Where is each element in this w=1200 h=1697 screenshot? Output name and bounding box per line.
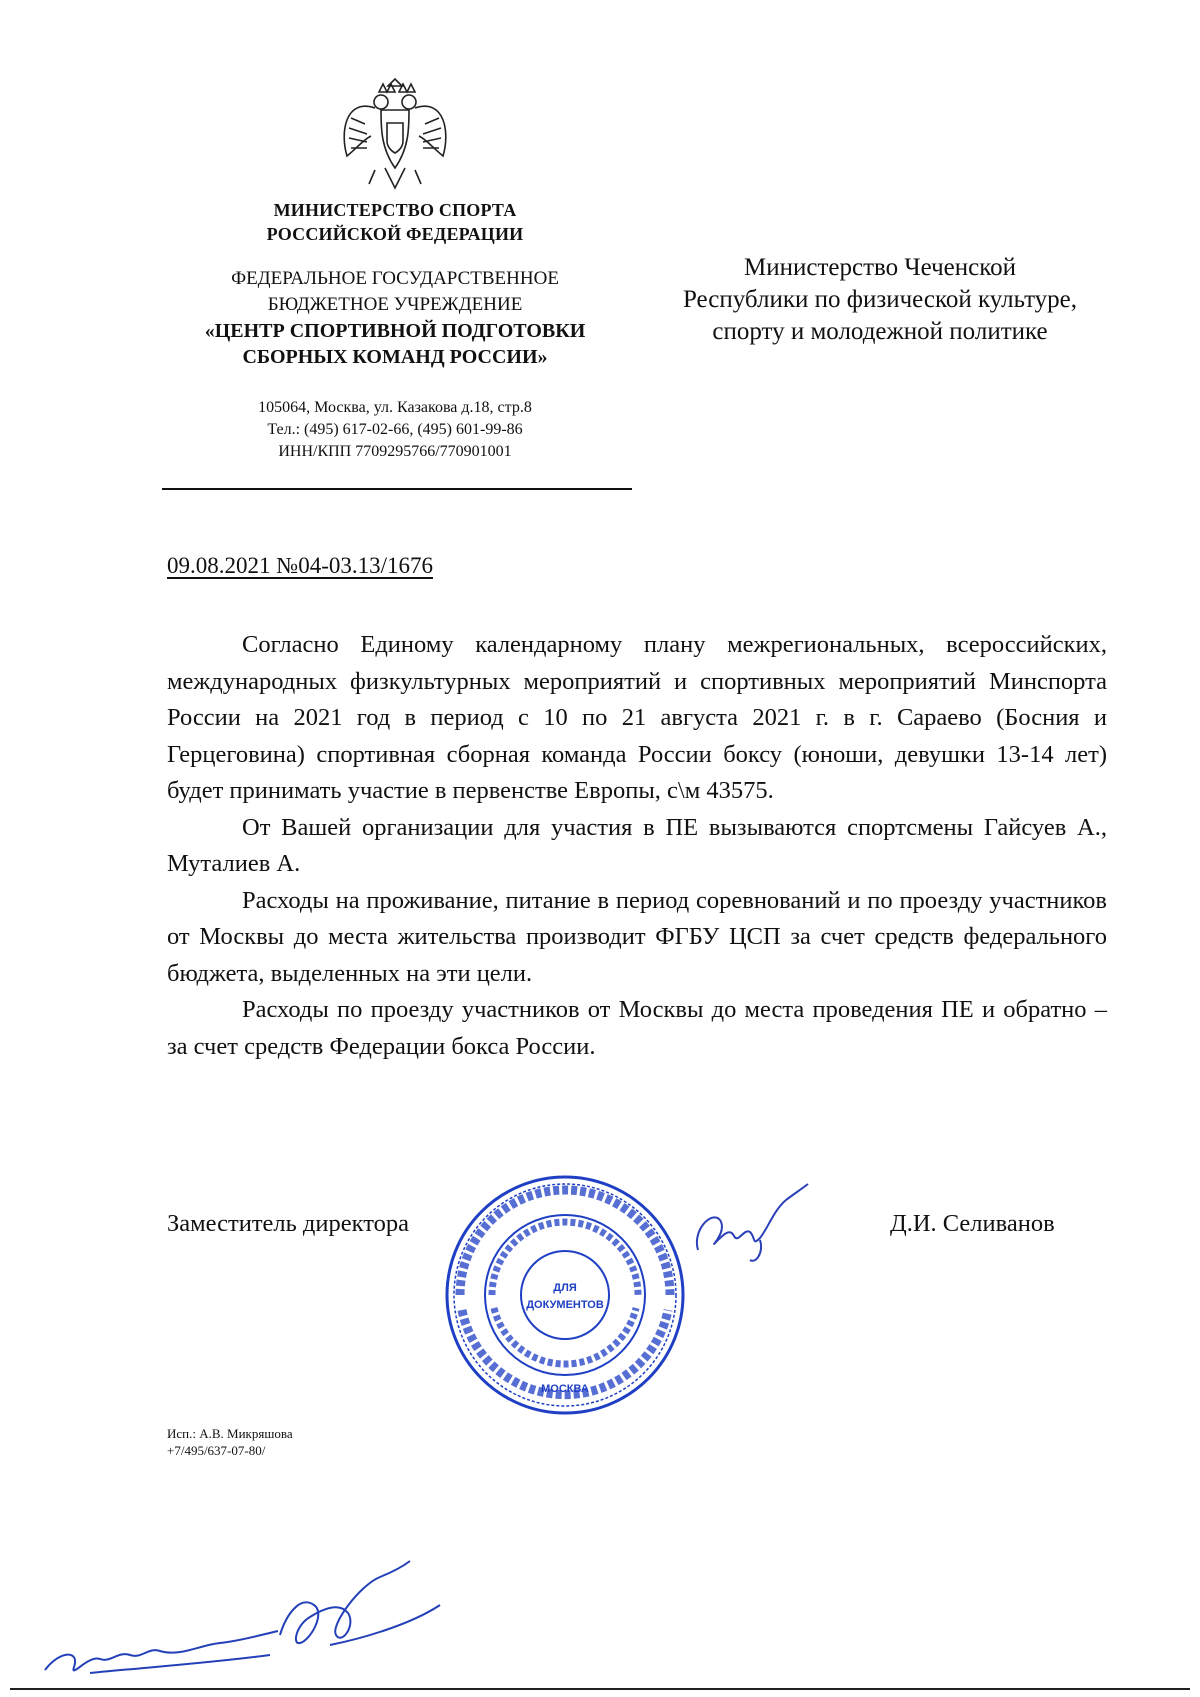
executor-name: Исп.: А.В. Микряшова xyxy=(167,1426,293,1441)
ministry-name-line1: МИНИСТЕРСТВО СПОРТА xyxy=(273,200,517,220)
stamp-center-line2: ДОКУМЕНТОВ xyxy=(526,1299,604,1311)
institution-type-line1: ФЕДЕРАЛЬНОЕ ГОСУДАРСТВЕННОЕ xyxy=(231,268,559,289)
institution-name-line1: «ЦЕНТР СПОРТИВНОЙ ПОДГОТОВКИ xyxy=(204,320,586,342)
body-paragraph: Расходы по проезду участников от Москвы до места проведения ПЕ и обратно – за счет средств Федерации бокса России. xyxy=(167,996,1107,1060)
addressee-line: спорту и молодежной политике xyxy=(712,318,1048,345)
director-signature xyxy=(690,1180,820,1270)
stamp-center-line1: ДЛЯ xyxy=(553,1282,577,1294)
institution-address: 105064, Москва, ул. Казакова д.18, стр.8 xyxy=(258,399,532,416)
addressee-block xyxy=(630,252,1130,348)
handwritten-signature xyxy=(30,1555,460,1690)
body-paragraph: Расходы на проживание, питание в период соревнований и по проезду участников от Москвы до места жительства производит ФГБУ ЦСП за счет средств федерального бюджета, выделенных на эти цели. xyxy=(167,886,1107,987)
signatory-name: Д.И. Селиванов xyxy=(890,1210,1055,1237)
page-bottom-border xyxy=(10,1688,1190,1690)
signatory-title: Заместитель директора xyxy=(167,1210,409,1237)
document-reference: 09.08.2021 №04-03.13/1676 xyxy=(167,553,433,578)
coat-of-arms-emblem xyxy=(335,78,455,196)
body-paragraph: Согласно Единому календарному плану межрегиональных, всероссийских, международных физкультурных мероприятий и спортивных мероприятий Минспорта России на 2021 год в период с 10 по 21 августа 2021 г. в г. Сараево (Босния и Герцеговина) спортивная сборная команда России боксу (юноши, девушки 13-14 лет) будет принимать участие в первенстве Европы, с\м 43575. xyxy=(167,631,1107,804)
addressee-line: Республики по физической культуре, xyxy=(682,286,1078,313)
addressee-line: Министерство Чеченской xyxy=(743,254,1016,281)
official-stamp xyxy=(440,1170,690,1420)
institution-inn: ИНН/КПП 7709295766/770901001 xyxy=(278,443,512,460)
ministry-name-line2: РОССИЙСКОЙ ФЕДЕРАЦИИ xyxy=(266,224,524,244)
institution-phones: Тел.: (495) 617-02-66, (495) 601-99-86 xyxy=(267,421,523,438)
header-divider xyxy=(162,488,632,490)
institution-name-line2: СБОРНЫХ КОМАНД РОССИИ» xyxy=(242,346,548,368)
stamp-city: МОСКВА xyxy=(541,1383,589,1395)
institution-type-line2: БЮДЖЕТНОЕ УЧРЕЖДЕНИЕ xyxy=(267,294,523,315)
letter-body xyxy=(167,627,1107,1065)
executor-phone: +7/495/637-07-80/ xyxy=(167,1443,266,1458)
body-paragraph: От Вашей организации для участия в ПЕ вызываются спортсмены Гайсуев А., Муталиев А. xyxy=(167,813,1107,877)
